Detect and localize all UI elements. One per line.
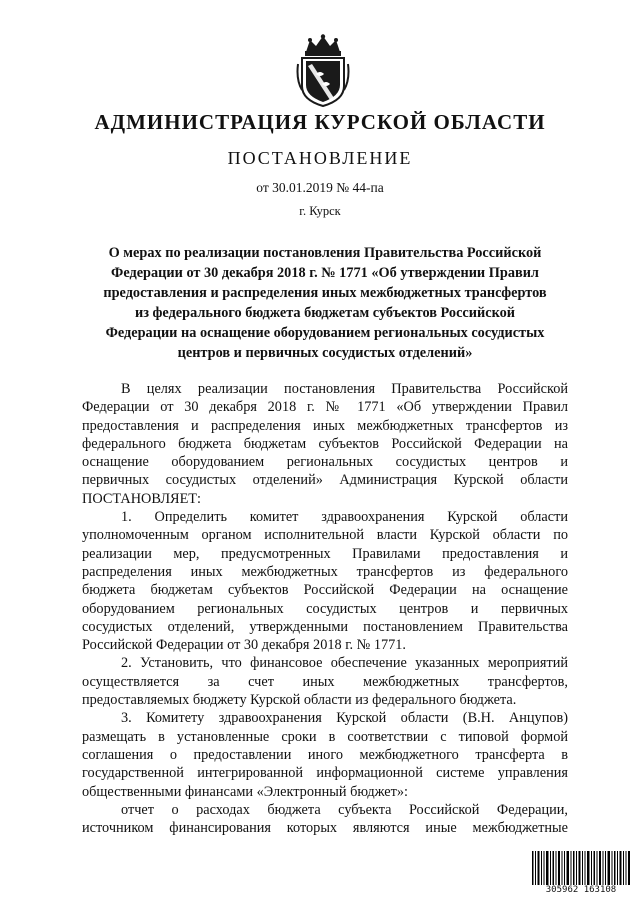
- body-line: распределения иных межбюджетных трансфертов из федерального: [82, 563, 568, 580]
- body-line: Российской Федерации от 30 декабря 2018 г. № 1771.: [82, 637, 406, 654]
- heading-line: из федерального бюджета бюджетам субъектов Российской: [134, 305, 516, 321]
- preamble-paragraph: [82, 380, 568, 508]
- coat-of-arms-emblem: [296, 34, 350, 108]
- body-line: В целях реализации постановления Правительства Российской: [121, 381, 568, 397]
- body-line: государственной интегрированной информационной системе управления: [82, 765, 568, 782]
- body-line: ПОСТАНОВЛЯЕТ:: [82, 490, 202, 507]
- clause-1-paragraph: [82, 508, 568, 654]
- clause-2-paragraph: [82, 654, 568, 709]
- document-body: [82, 380, 568, 837]
- body-line: 3. Комитету здравоохранения Курской области (В.Н. Анцупов): [121, 710, 568, 727]
- heading-line: предоставления и распределения иных межбюджетных трансфертов: [103, 285, 547, 301]
- document-city: г. Курск: [299, 204, 341, 218]
- body-line: уполномоченным органом исполнительной власти Курской области по: [82, 527, 568, 544]
- heading-line: О мерах по реализации постановления Правительства Российской: [108, 245, 542, 261]
- body-line: соглашения о предоставлении иного межбюджетного трансферта в: [82, 746, 568, 763]
- body-line: источником финансирования которых являются иные межбюджетные: [82, 820, 568, 837]
- body-line: предоставляемых бюджету Курской области из федерального бюджета.: [82, 692, 517, 709]
- barcode-number: 305962 163108: [545, 885, 617, 895]
- body-line: размещать в установленные сроки в соответствии с типовой формой: [82, 728, 568, 745]
- body-line: сосудистых отделений, утвержденными постановлением Правительства: [82, 618, 568, 635]
- body-line: осуществляется за счет иных межбюджетных трансфертов,: [82, 673, 568, 690]
- document-heading: [88, 243, 562, 363]
- heading-line: центров и первичных сосудистых отделений»: [177, 345, 473, 361]
- body-line: федерального бюджета бюджетам субъектов Российской Федерации на: [82, 435, 568, 452]
- body-line: реализации мер, предусмотренных Правилами предоставления и: [82, 545, 568, 562]
- body-line: общественными финансами «Электронный бюджет»:: [82, 783, 409, 800]
- heading-line: Федерации от 30 декабря 2018 г. № 1771 «Об утверждении Правил: [111, 265, 539, 281]
- document-date-number: от 30.01.2019 № 44-па: [256, 180, 384, 195]
- clause-3-paragraph: [82, 709, 568, 800]
- body-line: бюджета бюджетам субъектов Российской Федерации на оснащение: [82, 582, 568, 599]
- body-line: первичных сосудистых отделений» Администрация Курской области: [82, 472, 568, 489]
- body-line: Федерации от 30 декабря 2018 г. № 1771 «Об утверждении Правил: [82, 399, 568, 416]
- heading-line: Федерации на оснащение оборудованием региональных сосудистых: [105, 325, 545, 341]
- body-line: оснащение оборудованием региональных сосудистых центров и: [82, 454, 568, 471]
- body-line: отчет о расходах бюджета субъекта Российской Федерации,: [121, 801, 568, 818]
- document-type: ПОСТАНОВЛЕНИЕ: [227, 148, 413, 168]
- organization-title: АДМИНИСТРАЦИЯ КУРСКОЙ ОБЛАСТИ: [94, 110, 546, 134]
- body-line: предоставления и распределения иных межбюджетных трансфертов из: [82, 417, 568, 434]
- body-line: 2. Установить, что финансовое обеспечение указанных мероприятий: [121, 655, 568, 672]
- body-line: 1. Определить комитет здравоохранения Курской области: [121, 509, 568, 526]
- body-line: оборудованием региональных сосудистых центров и первичных: [82, 600, 568, 617]
- barcode-image: [532, 851, 630, 885]
- report-paragraph: [82, 801, 568, 838]
